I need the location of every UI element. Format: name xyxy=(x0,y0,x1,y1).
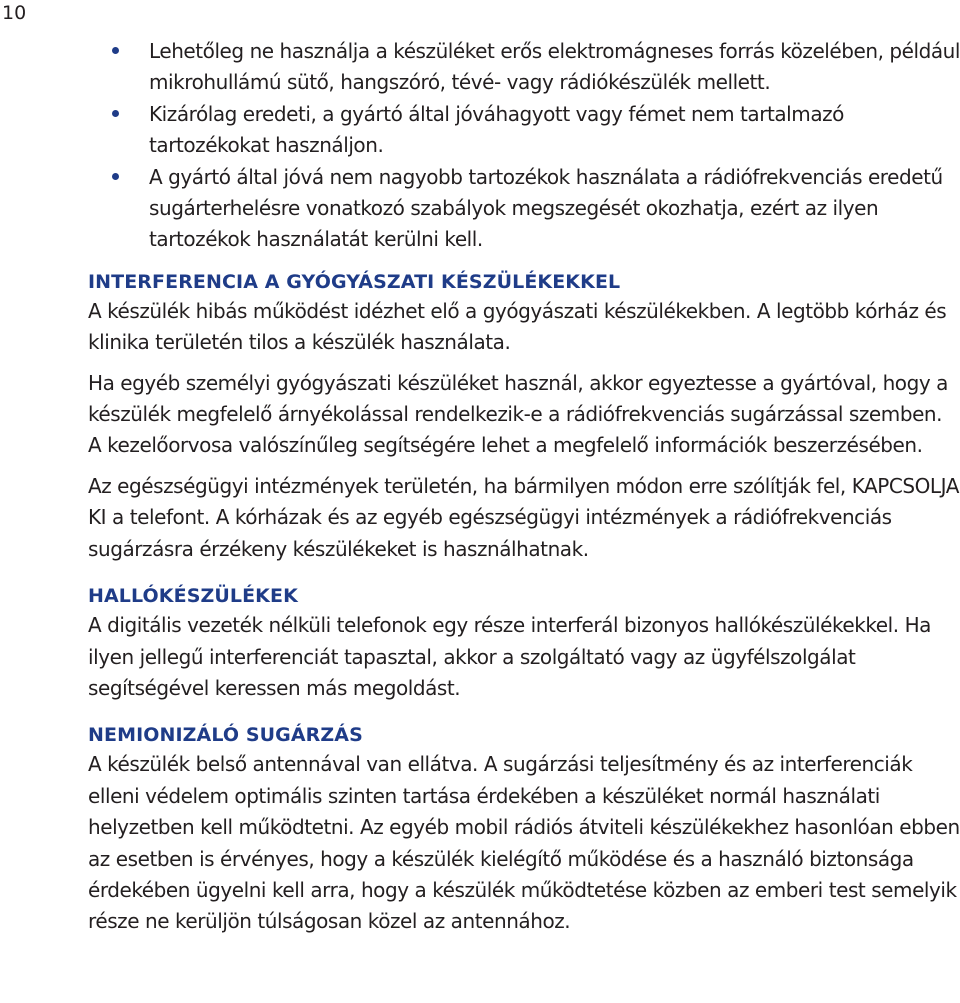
section-paragraph: Ha egyéb személyi gyógyászati készüléket használ, akkor egyeztesse a gyártóval, hogy a készülék megfelelő árnyékolással rendelkezik-e a rádiófrekvenciás sugárzással szemben. A kezelőorvosa valószínűleg segítségére lehet a megfelelő információk beszerzésében. xyxy=(88,370,948,458)
section-title: NEMIONIZÁLÓ SUGÁRZÁS xyxy=(88,724,363,747)
section-paragraph: A készülék hibás működést idézhet elő a gyógyászati készülékekben. A legtöbb kórház és klinika területén tilos a készülék használata. xyxy=(88,298,947,355)
section-paragraph: Az egészségügyi intézmények területén, ha bármilyen módon erre szólítják fel, KAPCSOLJA KI a telefont. A kórházak és az egyéb egészségügyi intézmények a rádiófrekvenciás sugárzásra érzékeny készülékeket is használhatnak. xyxy=(88,473,959,561)
bullet-text: Kizárólag eredeti, a gyártó által jóváhagyott vagy fémet nem tartalmazó tartozékokat használjon. xyxy=(149,101,844,158)
page-number: 10 xyxy=(2,2,27,24)
section-medical-interference xyxy=(88,268,960,565)
section-title: HALLÓKÉSZÜLÉKEK xyxy=(88,585,298,608)
bullet-text: Lehetőleg ne használja a készüléket erős elektromágneses forrás közelében, például mikrohullámú sütő, hangszóró, tévé- vagy rádiókészülék mellett. xyxy=(149,39,960,95)
bullet-item xyxy=(88,99,960,162)
section-title: INTERFERENCIA A GYÓGYÁSZATI KÉSZÜLÉKEKKEL xyxy=(88,270,621,293)
bullet-list xyxy=(88,36,960,256)
bullet-item xyxy=(88,36,960,99)
section-paragraph: A digitális vezeték nélküli telefonok egy része interferál bizonyos hallókészülékekkel. Ha ilyen jellegű interferenciát tapasztal, akkor a szolgáltató vagy az ügyfélszolgálat segítségével keressen más megoldást. xyxy=(88,613,931,700)
bullet-dot-icon xyxy=(112,173,119,180)
bullet-text: A gyártó által jóvá nem nagyobb tartozékok használata a rádiófrekvenciás eredetű sugárterhelésre vonatkozó szabályok megszegését okozhatja, ezért az ilyen tartozékok használatát kerülni kell. xyxy=(149,164,943,252)
section-hearing-aids xyxy=(88,582,960,704)
section-paragraph: A készülék belső antennával van ellátva. A sugárzási teljesítmény és az interferenciák elleni védelem optimális szinten tartása érdekében a készüléket normál használati helyzetben kell működtetni. Az egyéb mobil rádiós átviteli készülékekhez hasonlóan ebben az esetben is érvényes, hogy a készülék kielégítő működése és a használó biztonsága érdekében ügyelni kell arra, hogy a készülék működtetése közben az emberi test semelyik része ne kerüljön túlságosan közel az antennához. xyxy=(88,752,960,934)
section-non-ionizing-radiation xyxy=(88,721,960,937)
bullet-dot-icon xyxy=(112,47,119,54)
bullet-item xyxy=(88,162,960,256)
page-content xyxy=(88,36,960,938)
bullet-dot-icon xyxy=(112,110,119,117)
